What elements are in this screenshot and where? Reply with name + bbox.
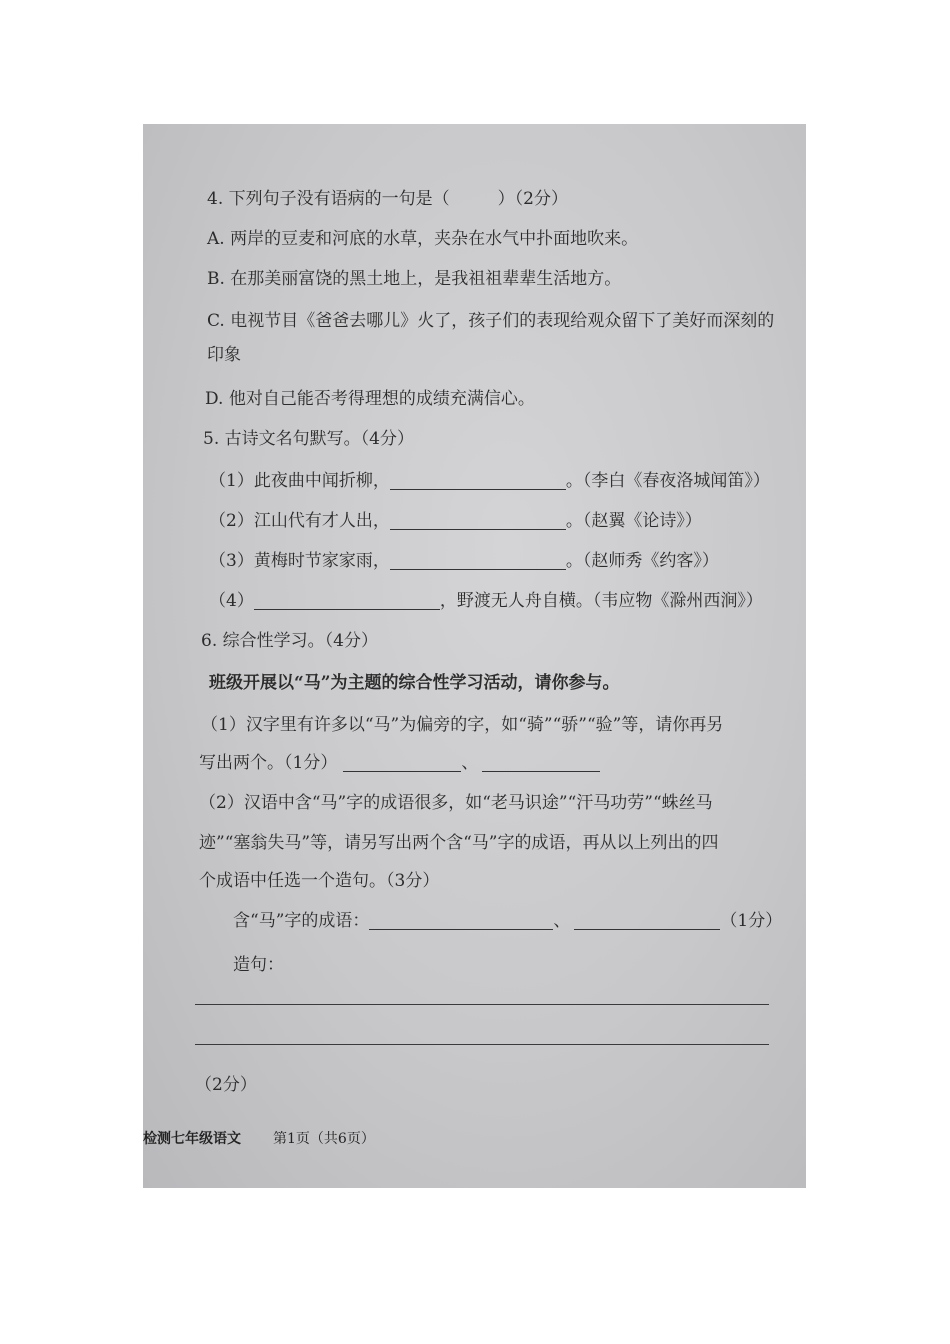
- q6-sentence-line-2[interactable]: [195, 1044, 769, 1045]
- q5-item-2-blank[interactable]: [390, 511, 566, 530]
- q4-stem-text: 4. 下列句子没有语病的一句是（: [207, 189, 450, 209]
- q5-item-4-source: ，野渡无人舟自横。（韦应物《滁州西涧》）: [439, 591, 763, 611]
- q6-part2-line1: （2）汉语中含“马”字的成语很多，如“老马识途”“汗马功劳”“蛛丝马: [199, 793, 713, 813]
- q5-item-1: [209, 470, 770, 492]
- q4-stem-score: ）（2分）: [497, 189, 568, 209]
- q6-part2-line3: 个成语中任选一个造句。（3分）: [199, 871, 440, 891]
- q5-item-3-source: 。（赵师秀《约客》）: [565, 551, 719, 571]
- q5-item-2-source: 。（赵翼《论诗》）: [565, 511, 702, 531]
- q6-idiom-blank-1[interactable]: [369, 911, 553, 930]
- q5-item-1-prompt: （1）此夜曲中闻折柳，: [209, 471, 390, 491]
- q6-sentence-label: 造句：: [233, 955, 284, 975]
- q5-item-3: [209, 550, 719, 572]
- q5-item-1-blank[interactable]: [390, 471, 566, 490]
- footer-subject: 检测七年级语文: [143, 1131, 241, 1147]
- q5-item-3-blank[interactable]: [390, 551, 566, 570]
- q6-idiom-row: [233, 910, 782, 932]
- q6-part2-line2: 迹”“塞翁失马”等，请另写出两个含“马”字的成语，再从以上列出的四: [199, 833, 719, 853]
- q4-option-c-line1: C. 电视节目《爸爸去哪儿》火了，孩子们的表现给观众留下了美好而深刻的: [207, 311, 775, 331]
- q4-option-d: D. 他对自己能否考得理想的成绩充满信心。: [205, 389, 535, 409]
- q5-item-3-prompt: （3）黄梅时节家家雨，: [209, 551, 390, 571]
- q6-title: 6. 综合性学习。（4分）: [201, 631, 378, 651]
- q6-sentence-line-1[interactable]: [195, 1004, 769, 1005]
- q5-item-2: [209, 510, 702, 532]
- q6-idiom-blank-2[interactable]: [574, 911, 720, 930]
- q5-item-2-prompt: （2）江山代有才人出，: [209, 511, 390, 531]
- q5-item-4-prompt: （4）: [209, 591, 254, 611]
- q5-item-1-source: 。（李白《春夜洛城闻笛》）: [565, 471, 770, 491]
- q6-part1-line1: （1）汉字里有许多以“马”为偏旁的字，如“骑”“骄”“验”等，请你再另: [201, 715, 724, 735]
- q6-part1-blank-2[interactable]: [482, 753, 600, 772]
- q4-option-a: A. 两岸的豆麦和河底的水草，夹杂在水气中扑面地吹来。: [207, 229, 639, 249]
- q5-item-4: [209, 590, 763, 612]
- q5-item-4-blank[interactable]: [254, 591, 440, 610]
- q6-idiom-separator: 、: [553, 911, 571, 931]
- q5-title: 5. 古诗文名句默写。（4分）: [203, 429, 414, 449]
- footer-page-number: 第1页（共6页）: [273, 1131, 375, 1147]
- exam-page-photo: [143, 124, 806, 1188]
- q6-part1-blank-1[interactable]: [343, 753, 461, 772]
- q6-sentence-score: （2分）: [195, 1075, 257, 1095]
- q6-idiom-label: 含“马”字的成语：: [233, 911, 370, 931]
- q4-stem: [207, 188, 568, 210]
- q6-part1-separator: 、: [461, 753, 479, 773]
- q6-idiom-score: （1分）: [720, 911, 783, 931]
- q6-part1-prompt: 写出两个。（1分）: [199, 753, 338, 773]
- q6-part1-line2: [199, 752, 600, 774]
- q4-option-b: B. 在那美丽富饶的黑土地上，是我祖祖辈辈生活地方。: [207, 269, 622, 289]
- q4-option-c-line2: 印象: [207, 345, 241, 365]
- q6-intro: 班级开展以“马”为主题的综合性学习活动，请你参与。: [209, 673, 620, 693]
